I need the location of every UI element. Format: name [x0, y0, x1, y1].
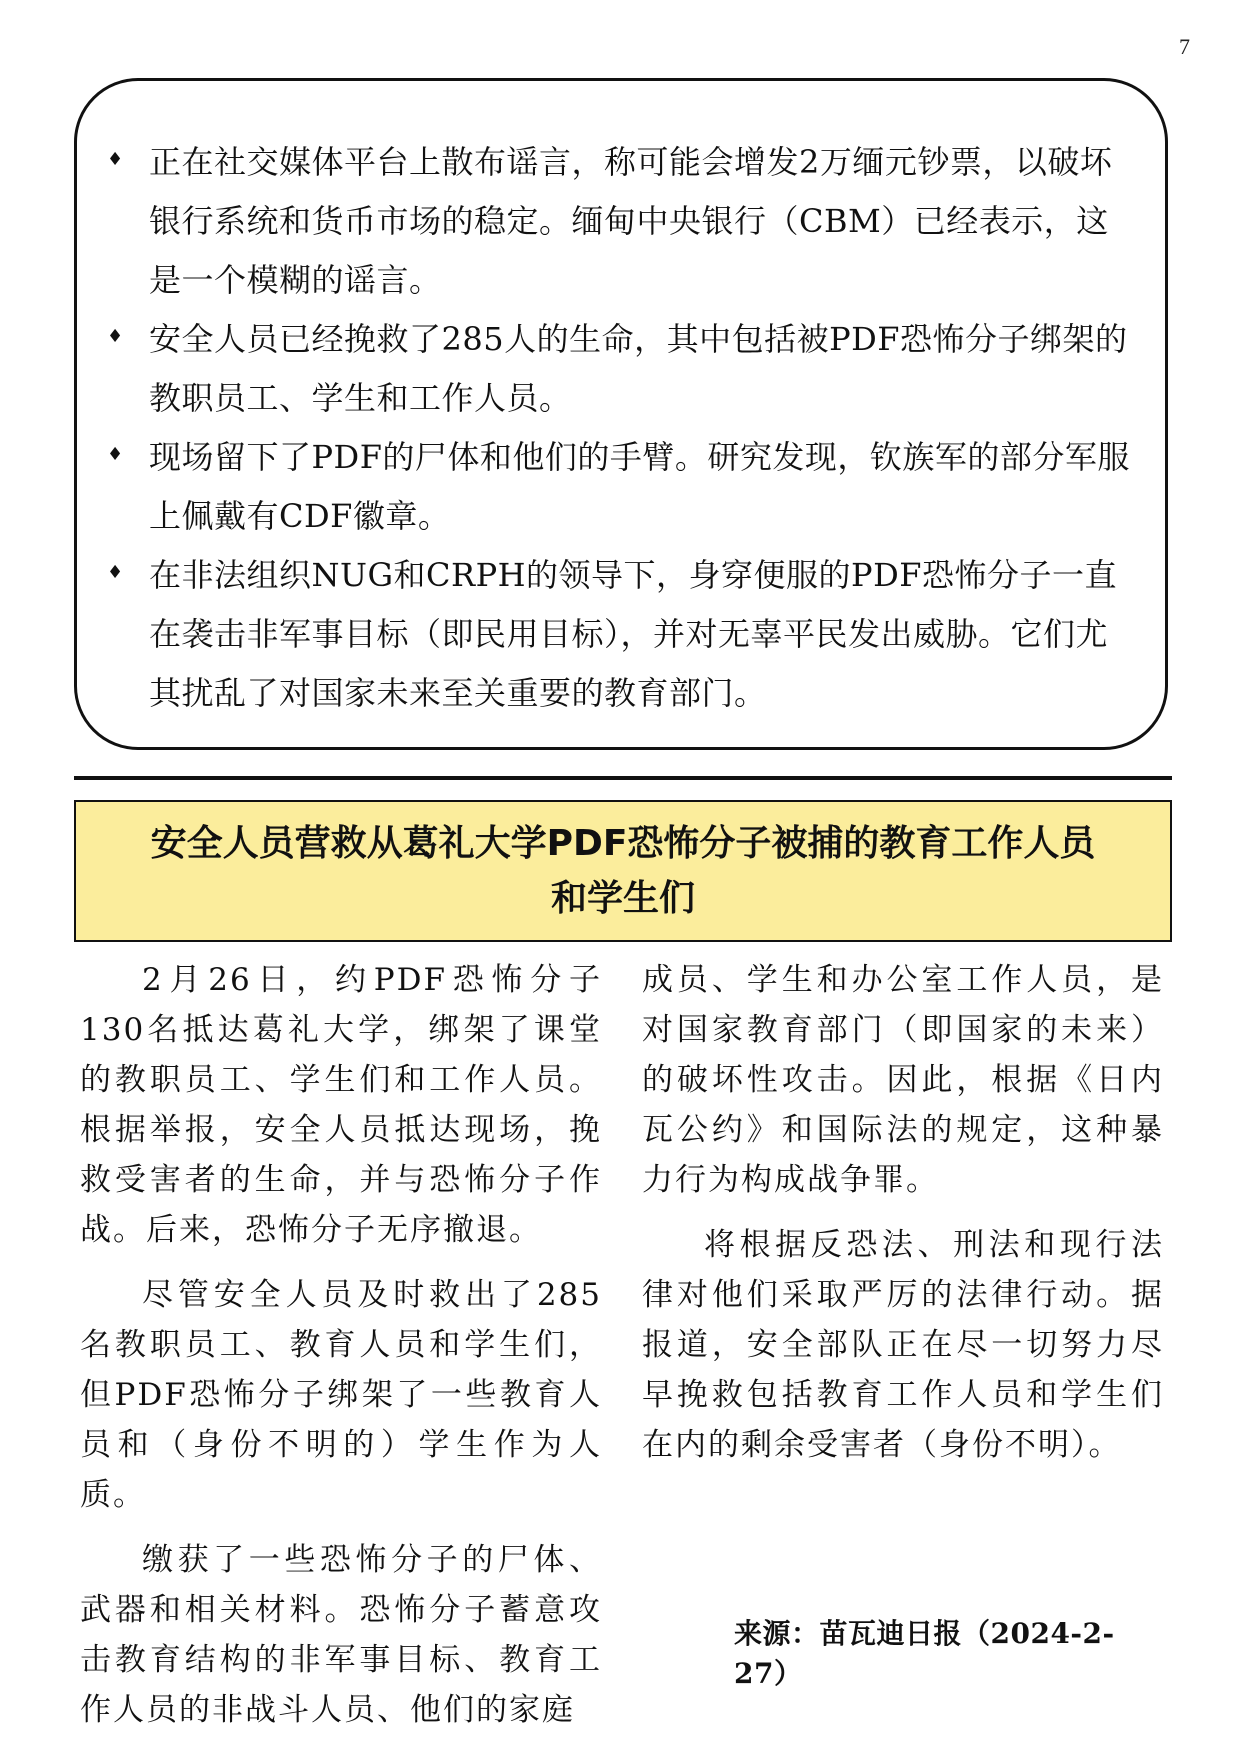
summary-bullet-text: 现场留下了PDF的尸体和他们的手臂。研究发现，钦族军的部分军服上佩戴有CDF徽章。	[149, 438, 1130, 535]
summary-list	[77, 133, 1165, 723]
diamond-bullet-icon: ♦	[107, 444, 124, 465]
article-paragraph: 成员、学生和办公室工作人员，是对国家教育部门（即国家的未来）的破坏性攻击。因此，根据《日内瓦公约》和国际法的规定，这种暴力行为构成战争罪。	[642, 962, 1164, 1198]
summary-bullet-2	[77, 310, 1165, 428]
article-paragraph: 缴获了一些恐怖分子的尸体、武器和相关材料。恐怖分子蓄意攻击教育结构的非军事目标、教育工作人员的非战斗人员、他们的家庭	[80, 1542, 602, 1728]
source-credit: 来源：苗瓦迪日报（2024-2-27）	[734, 1617, 1115, 1690]
article-headline	[111, 816, 1136, 926]
page-number: 7	[1179, 34, 1190, 59]
summary-bullet-4	[77, 546, 1165, 723]
article-column-left	[80, 955, 602, 1750]
article-paragraph: 将根据反恐法、刑法和现行法律对他们采取严厉的法律行动。据报道，安全部队正在尽一切努力尽早挽救包括教育工作人员和学生们在内的剩余受害者（身份不明）。	[642, 1227, 1164, 1463]
headline-line-2: 和学生们	[550, 878, 695, 919]
article-column-right	[642, 955, 1164, 1485]
summary-box	[74, 78, 1168, 750]
summary-bullet-text: 安全人员已经挽救了285人的生命，其中包括被PDF恐怖分子绑架的教职员工、学生和工作人员。	[149, 320, 1128, 417]
article-paragraph: 2月26日，约PDF恐怖分子130名抵达葛礼大学，绑架了课堂的教职员工、学生们和工作人员。根据举报，安全人员抵达现场，挽救受害者的生命，并与恐怖分子作战。后来，恐怖分子无序撤退。	[80, 962, 602, 1248]
section-divider	[74, 776, 1172, 780]
headline-line-1: 安全人员营救从葛礼大学PDF恐怖分子被捕的教育工作人员	[150, 823, 1096, 864]
summary-bullet-text: 正在社交媒体平台上散布谣言，称可能会增发2万缅元钞票，以破坏银行系统和货币市场的稳定。缅甸中央银行（CBM）已经表示，这是一个模糊的谣言。	[149, 143, 1113, 299]
diamond-bullet-icon: ♦	[107, 326, 124, 347]
diamond-bullet-icon: ♦	[107, 149, 124, 170]
summary-bullet-1	[77, 133, 1165, 310]
article-paragraph: 尽管安全人员及时救出了285名教职员工、教育人员和学生们，但PDF恐怖分子绑架了一些教育人员和（身份不明的）学生作为人质。	[80, 1277, 602, 1513]
diamond-bullet-icon: ♦	[107, 562, 124, 583]
summary-bullet-text: 在非法组织NUG和CRPH的领导下，身穿便服的PDF恐怖分子一直在袭击非军事目标（即民用目标），并对无辜平民发出威胁。它们尤其扰乱了对国家未来至关重要的教育部门。	[149, 556, 1117, 712]
summary-bullet-3	[77, 428, 1165, 546]
headline-box	[74, 800, 1172, 942]
